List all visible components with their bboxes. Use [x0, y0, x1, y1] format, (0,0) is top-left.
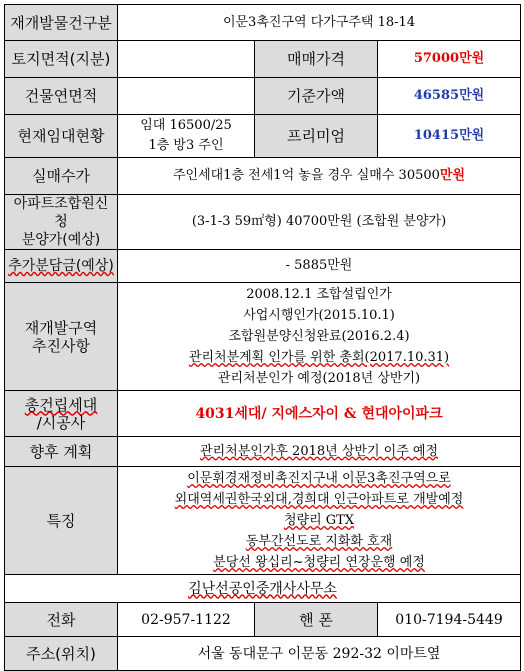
- extra-charge-label-text: 추가분담금(예상): [8, 258, 114, 274]
- features-list: [118, 467, 521, 575]
- row-plan: [5, 437, 521, 467]
- actual-price-label: 실매수가: [5, 158, 118, 195]
- broker-name: [5, 575, 521, 603]
- row-contact: [5, 603, 521, 637]
- floor-area-label: 건물연면적: [5, 78, 118, 115]
- future-plan-value: [118, 437, 521, 467]
- broker-name-text: 김난선공인중개사사무소: [188, 580, 337, 597]
- progress-label-line-1: 재개발구역: [24, 318, 98, 337]
- actual-price-unit: 만원: [439, 168, 466, 183]
- feature-item: 분당선 왕십리~청량리 연장운행 예정: [213, 555, 425, 570]
- phone-value: 02-957-1122: [118, 603, 255, 637]
- total-units-value: 4031세대/ 지에스자이 & 현대아이파크: [118, 391, 521, 437]
- row-lease: [5, 115, 521, 158]
- apartment-label-line-1: 아파트조합원신청: [13, 196, 109, 230]
- row-features: [5, 467, 521, 575]
- premium-value: 10415만원: [378, 115, 521, 158]
- progress-item: 조합원분양신청완료(2016.2.4): [228, 329, 410, 344]
- apartment-price-label: [5, 195, 118, 250]
- row-header: [5, 5, 521, 41]
- features-label: 특징: [5, 467, 118, 575]
- property-table: [4, 4, 521, 671]
- row-extra-charge: [5, 250, 521, 283]
- land-area-value: [118, 41, 255, 78]
- premium-label: 프리미엄: [255, 115, 378, 158]
- total-units-label-line-1: 총건립세대: [24, 395, 98, 414]
- progress-item: 2008.12.1 조합설립인가: [246, 287, 392, 302]
- future-plan-label: 향후 계획: [5, 437, 118, 467]
- row-actual-price: [5, 158, 521, 195]
- feature-item: 청량리 GTX: [283, 513, 355, 528]
- row-address: [5, 637, 521, 671]
- sale-price-value: 57000만원: [378, 41, 521, 78]
- progress-item: 관리처분계획 인가를 위한 총회(2017.10.31): [188, 350, 450, 365]
- progress-item: 관리처분인가 예정(2018년 상반기): [217, 371, 421, 386]
- row-building: [5, 78, 521, 115]
- mobile-value: 010-7194-5449: [378, 603, 521, 637]
- address-label: 주소(위치): [5, 637, 118, 671]
- row-broker: [5, 575, 521, 603]
- extra-charge-label: [5, 250, 118, 283]
- category-label: 재개발물건구분: [5, 5, 118, 41]
- total-units-label: [5, 391, 118, 437]
- future-plan-text: 관리처분인가후 2018년 상반기 이주 예정: [200, 443, 438, 459]
- feature-item: 이문휘경재정비촉진지구내 이문3촉진구역으로: [187, 471, 451, 486]
- feature-item: 동부간선도로 지화화 호재: [245, 534, 393, 549]
- feature-item: 외대역세권한국외대,경희대 인근아파트로 개발예정: [174, 492, 464, 507]
- lease-line-2: 1층 방3 주인: [148, 138, 224, 153]
- apartment-label-line-2: 분양가(예상): [21, 232, 101, 248]
- progress-list: [118, 283, 521, 391]
- progress-label-line-2: 추진사항: [32, 336, 90, 355]
- apartment-price-value: (3-1-3 59㎡형) 40700만원 (조합원 분양가): [118, 195, 521, 250]
- row-apartment: [5, 195, 521, 250]
- total-units-label-line-2: /시공사: [36, 413, 86, 432]
- lease-line-1: 임대 16500/25: [140, 118, 232, 133]
- row-total-units: [5, 391, 521, 437]
- phone-label: 전화: [5, 603, 118, 637]
- progress-item: 사업시행인가(2015.10.1): [243, 308, 395, 323]
- standard-price-value: 46585만원: [378, 78, 521, 115]
- address-value: 서울 동대문구 이문동 292-32 이마트옆: [118, 637, 521, 671]
- mobile-label: 핸 폰: [255, 603, 378, 637]
- lease-value: [118, 115, 255, 158]
- category-value: 이문3촉진구역 다가구주택 18-14: [118, 5, 521, 41]
- lease-label: 현재임대현황: [5, 115, 118, 158]
- actual-price-value: [118, 158, 521, 195]
- sale-price-label: 매매가격: [255, 41, 378, 78]
- progress-label: [5, 283, 118, 391]
- floor-area-value: [118, 78, 255, 115]
- standard-price-label: 기준가액: [255, 78, 378, 115]
- extra-charge-value: - 5885만원: [118, 250, 521, 283]
- row-progress: [5, 283, 521, 391]
- land-area-label: 토지면적(지분): [5, 41, 118, 78]
- row-land: [5, 41, 521, 78]
- actual-price-text: 주인세대1층 전세1억 놓을 경우 실매수 30500: [172, 168, 440, 183]
